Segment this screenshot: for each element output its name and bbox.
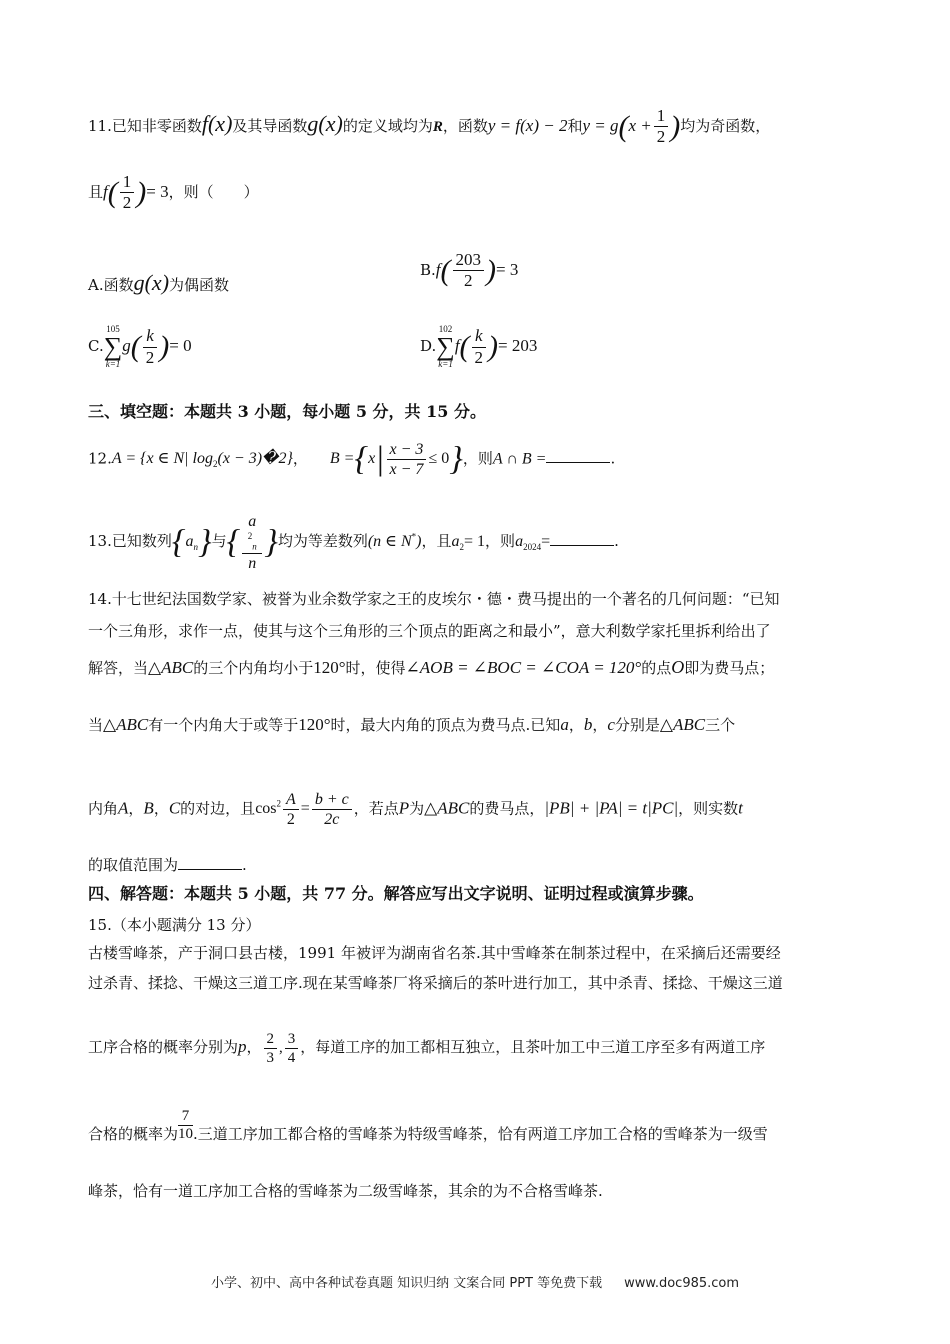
q13: 13.已知数列$\{a_n\}$与{ a $^2_n$ n }均为等差数列(n ∈ N*)，且$a_2= 1$，则$a_{2024}=$ . — [88, 513, 619, 572]
q14-line-6: 的取值范围为 . — [88, 856, 247, 874]
option-b[interactable]: B.f( $\frac{203}{2}$ )= 3 — [420, 250, 519, 291]
q15-line-2: 过杀青、揉捻、干燥这三道工序.现在某雪峰茶厂将采摘后的茶叶进行加工，其中杀青、揉捻、干燥这三道 — [88, 974, 783, 992]
q11-line-2: 且f( $\frac{1}{2}$ )= 3，则（ ） — [88, 172, 259, 213]
q14-line-3: 解答，当△ABC的三个内角均小于120°时，使得∠AOB = ∠BOC = ∠COA = 120°的点O即为费马点； — [88, 657, 775, 677]
q15-line-1: 古楼雪峰茶，产于洞口县古楼，1991 年被评为湖南省名茶.其中雪峰茶在制茶过程中，在采摘后还需要经 — [88, 944, 781, 962]
domain-R: R — [432, 118, 443, 135]
answer-blank-13[interactable] — [550, 544, 614, 546]
q11-line-1: 11.已知非零函数f(x)及其导函数g(x)的定义域均为R，函数y = f(x) − 2和y = g(x + $\frac{1}{2}$ )均为奇函数， — [88, 106, 771, 147]
f-half-expr: f( $\frac{1}{2}$ )= 3 — [103, 172, 169, 213]
answer-blank-12[interactable] — [546, 461, 610, 463]
q15-heading: 15.（本小题满分 13 分） — [88, 916, 261, 934]
q12: 12.A = {x ∈ N| $\log_2(x$ − 3)�2}， B ={x| $\frac{x - 3}{x - 7}$ ≤ 0}，则A ∩ B = . — [88, 440, 616, 479]
gx-expr: g(x) — [307, 110, 343, 136]
fx-expr: f(x) — [201, 110, 233, 136]
q15-line-5: 峰茶，恰有一道工序加工合格的雪峰茶为二级雪峰茶，其余的为不合格雪峰茶. — [88, 1182, 603, 1200]
q14-line-2: 一个三角形，求作一点，使其与这个三角形的三个顶点的距离之和最小”，意大利数学家托里拆利给出了 — [88, 622, 771, 640]
y2-expr: y = g(x + $\frac{1}{2}$ ) — [582, 106, 681, 147]
answer-blank-14[interactable] — [178, 868, 242, 870]
q14-line-5: 内角A，B，C的对边，且$\cos^2$ $\frac{A}{2}$ = $\frac{b + c}{2c}$ ，若点P为△ABC的费马点，|PB| + |PA| = t|PC|，则实数t — [88, 791, 743, 829]
set-B: B ={x| $\frac{x - 3}{x - 7}$ ≤ 0} — [329, 440, 463, 479]
set-A: A = {x ∈ N| $\log_2(x$ − 3)�2} — [111, 450, 293, 470]
section-3-heading: 三、填空题：本题共 3 小题，每小题 5 分，共 15 分。 — [88, 402, 486, 421]
y1-expr: y = f(x) − 2 — [487, 115, 568, 135]
q15-line-3: 工序合格的概率分别为p， $\frac{2}{3}$ , $\frac{3}{4}$ ，每道工序的加工都相互独立，且茶叶加工中三道工序至多有两道工序 — [88, 1031, 766, 1066]
footer: 小学、初中、高中各种试卷真题 知识归纳 文案合同 PPT 等免费下载 www.doc985.com — [210, 1276, 740, 1291]
q15-line-4: 合格的概率为 $\frac{7}{10}$ .三道工序加工都合格的雪峰茶为特级雪峰茶，恰有两道工序加工合格的雪峰茶为一级雪 — [88, 1108, 768, 1143]
footer-link[interactable]: www.doc985.com — [624, 1276, 740, 1291]
q14-line-1: 14.十七世纪法国数学家、被誉为业余数学家之王的皮埃尔・德・费马提出的一个著名的几何问题：“已知 — [88, 590, 780, 608]
section-4-heading: 四、解答题：本题共 5 小题，共 77 分。解答应写出文字说明、证明过程或演算步骤。 — [88, 884, 704, 903]
q14-line-4: 当△ABC有一个内角大于或等于120°时，最大内角的顶点为费马点.已知a，b，c分别是△ABC三个 — [88, 715, 736, 734]
option-a[interactable]: A.函数g(x)为偶函数 — [88, 270, 230, 295]
option-d[interactable]: D. 102 ∑ k=1 f( $\frac{k}{2}$ )= 203 — [420, 324, 538, 369]
option-c[interactable]: C. 105 ∑ k=1 g( $\frac{k}{2}$ )= 0 — [88, 324, 192, 369]
